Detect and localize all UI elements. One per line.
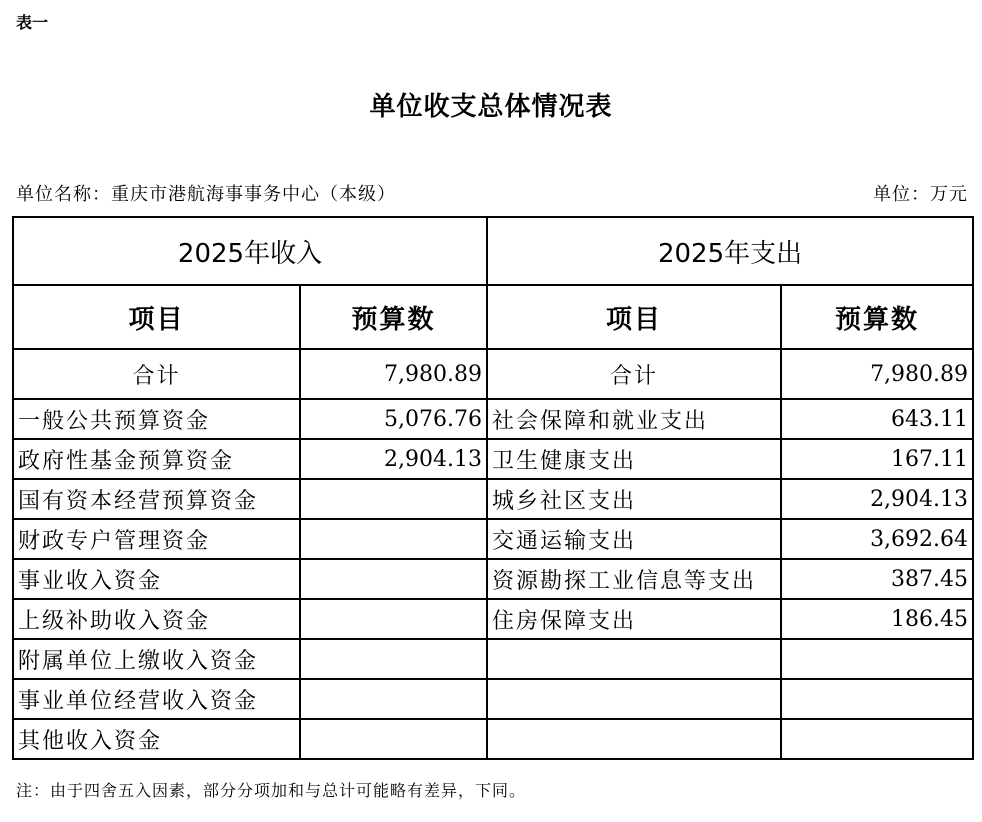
income-amount-column-header: 预算数	[300, 285, 487, 349]
table-row	[13, 559, 973, 599]
expense-amount-cell: 167.11	[781, 439, 973, 479]
income-item-cell: 其他收入资金	[13, 719, 300, 759]
table-number-label: 表一	[16, 13, 49, 32]
expense-amount-column-header: 预算数	[781, 285, 973, 349]
expense-item-cell	[487, 639, 781, 679]
income-amount-cell	[300, 599, 487, 639]
expense-amount-cell: 186.45	[781, 599, 973, 639]
footnote: 注：由于四舍五入因素，部分分项加和与总计可能略有差异，下同。	[16, 781, 527, 800]
section-header-row	[13, 217, 973, 285]
budget-table	[12, 216, 974, 760]
income-amount-cell	[300, 719, 487, 759]
income-item-cell: 政府性基金预算资金	[13, 439, 300, 479]
table-row	[13, 639, 973, 679]
expense-amount-cell: 3,692.64	[781, 519, 973, 559]
expense-item-cell	[487, 679, 781, 719]
income-amount-cell	[300, 639, 487, 679]
income-item-cell: 附属单位上缴收入资金	[13, 639, 300, 679]
income-item-cell: 财政专户管理资金	[13, 519, 300, 559]
unit-name: 单位名称：重庆市港航海事事务中心（本级）	[16, 184, 396, 205]
income-item-cell: 国有资本经营预算资金	[13, 479, 300, 519]
income-item-column-header: 项目	[13, 285, 300, 349]
expense-item-column-header: 项目	[487, 285, 781, 349]
income-total-label: 合计	[13, 349, 300, 399]
income-amount-cell	[300, 559, 487, 599]
income-amount-cell	[300, 679, 487, 719]
expense-amount-cell: 387.45	[781, 559, 973, 599]
expense-item-cell: 城乡社区支出	[487, 479, 781, 519]
expense-amount-cell	[781, 679, 973, 719]
expense-amount-cell: 2,904.13	[781, 479, 973, 519]
table-row	[13, 399, 973, 439]
income-total-value: 7,980.89	[300, 349, 487, 399]
table-row	[13, 519, 973, 559]
income-item-cell: 一般公共预算资金	[13, 399, 300, 439]
expense-item-cell: 住房保障支出	[487, 599, 781, 639]
table-row	[13, 599, 973, 639]
expense-item-cell: 卫生健康支出	[487, 439, 781, 479]
column-header-row	[13, 285, 973, 349]
table-row	[13, 439, 973, 479]
expense-item-cell: 社会保障和就业支出	[487, 399, 781, 439]
income-section-header: 2025年收入	[13, 217, 487, 285]
expense-item-cell: 交通运输支出	[487, 519, 781, 559]
table-row	[13, 679, 973, 719]
expense-amount-cell	[781, 639, 973, 679]
income-amount-cell: 2,904.13	[300, 439, 487, 479]
income-amount-cell	[300, 479, 487, 519]
expense-item-cell: 资源勘探工业信息等支出	[487, 559, 781, 599]
expense-total-label: 合计	[487, 349, 781, 399]
total-row	[13, 349, 973, 399]
table-row	[13, 479, 973, 519]
expense-total-value: 7,980.89	[781, 349, 973, 399]
income-amount-cell	[300, 519, 487, 559]
document-title: 单位收支总体情况表	[369, 92, 613, 122]
income-item-cell: 上级补助收入资金	[13, 599, 300, 639]
table-row	[13, 719, 973, 759]
expense-section-header: 2025年支出	[487, 217, 973, 285]
unit-of-measure: 单位：万元	[873, 184, 968, 205]
expense-amount-cell	[781, 719, 973, 759]
income-item-cell: 事业单位经营收入资金	[13, 679, 300, 719]
expense-item-cell	[487, 719, 781, 759]
income-amount-cell: 5,076.76	[300, 399, 487, 439]
expense-amount-cell: 643.11	[781, 399, 973, 439]
income-item-cell: 事业收入资金	[13, 559, 300, 599]
